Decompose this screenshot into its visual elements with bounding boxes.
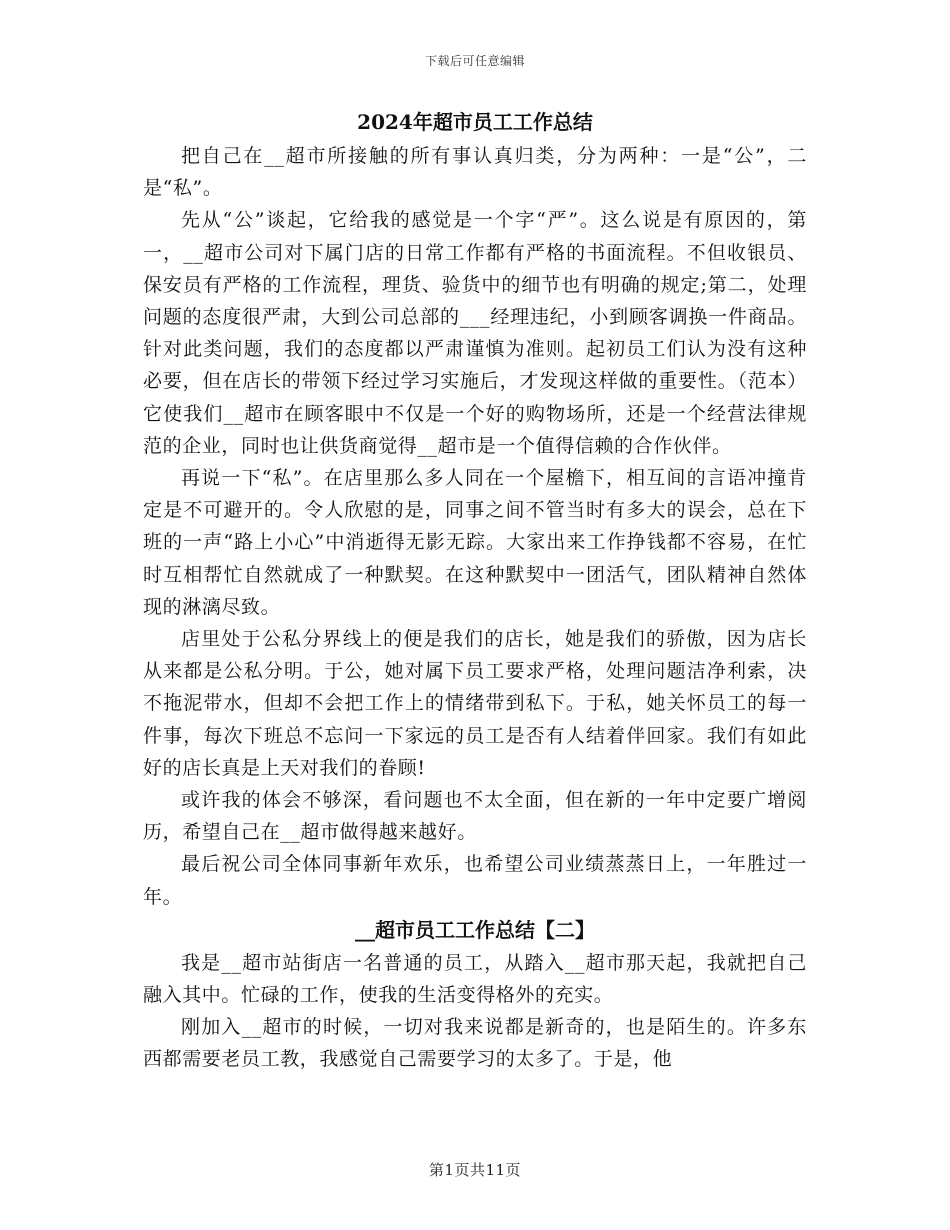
paragraph-private: 再说一下“私”。在店里那么多人同在一个屋檐下，相互间的言语冲撞肯定是不可避开的。令人欣慰的是，同事之间不管当时有多大的误会，总在下班的一声“路上小心”中消逝得无影无踪。大家出来工作挣钱都不容易，在忙时互相帮忙自然就成了一种默契。在这种默契中一团活气，团队精神自然体现的淋漓尽致。	[143, 467, 807, 618]
page-header-note: 下载后可任意编辑	[424, 54, 525, 68]
section-two-title: __超市员工工作总结【二】	[355, 917, 595, 942]
page-number: 第1页共11页	[428, 1161, 522, 1179]
paragraph-intro: 把自己在__超市所接触的所有事认真归类，分为两种：一是“公”，二是“私”。	[143, 145, 807, 200]
paragraph-section2-intro: 我是__超市站街店一名普通的员工，从踏入__超市那天起，我就把自己融入其中。忙碌的工作，使我的生活变得格外的充实。	[143, 951, 807, 1007]
document-title: 2024年超市员工工作总结	[357, 110, 593, 134]
paragraph-reflection: 或许我的体会不够深，看问题也不太全面，但在新的一年中定要广增阅历，希望自己在__超市做得越来越好。	[143, 789, 807, 844]
paragraph-section2-joining: 刚加入__超市的时候，一切对我来说都是新奇的，也是陌生的。许多东西都需要老员工教，我感觉自己需要学习的太多了。于是，他	[143, 1016, 807, 1071]
paragraph-wishes: 最后祝公司全体同事新年欢乐，也希望公司业绩蒸蒸日上，一年胜过一年。	[143, 853, 807, 908]
document-body	[143, 104, 807, 1076]
paragraph-public: 先从“公”谈起，它给我的感觉是一个字“严”。这么说是有原因的，第一，__超市公司对下属门店的日常工作都有严格的书面流程。不但收银员、保安员有严格的工作流程，理货、验货中的细节也有明确的规定;第二，处理问题的态度很严肃，大到公司总部的___经理违纪，小到顾客调换一件商品。针对此类问题，我们的态度都以严肃谨慎为准则。起初员工们认为没有这种必要，但在店长的带领下经过学习实施后，才发现这样做的重要性。（范本）它使我们__超市在顾客眼中不仅是一个好的购物场所，还是一个经营法律规范的企业，同时也让供货商觉得__超市是一个值得信赖的合作伙伴。	[143, 209, 807, 457]
paragraph-store-manager: 店里处于公私分界线上的便是我们的店长，她是我们的骄傲，因为店长从来都是公私分明。于公，她对属下员工要求严格，处理问题洁净利索，决不拖泥带水，但却不会把工作上的情绪带到私下。于私，她关怀员工的每一件事，每次下班总不忘问一下家远的员工是否有人结着伴回家。我们有如此好的店长真是上天对我们的眷顾!	[143, 628, 807, 779]
